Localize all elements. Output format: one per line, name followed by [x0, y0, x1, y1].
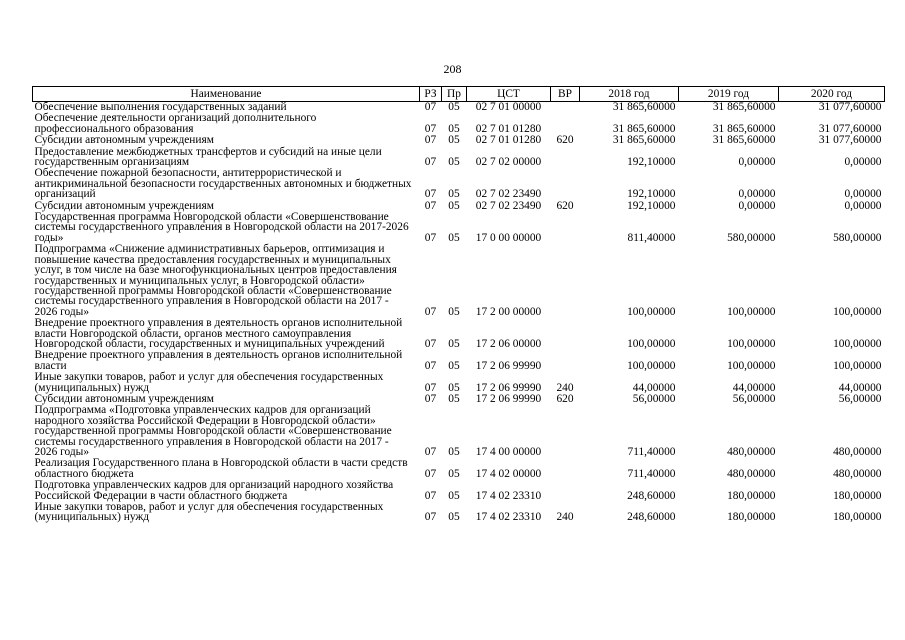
cell-y2019: 0,00000: [738, 188, 776, 201]
header-pr: Пр: [442, 87, 467, 102]
header-cst: ЦСТ: [467, 87, 551, 102]
cell-rz: 07: [424, 188, 437, 201]
cell-pr: 05: [448, 467, 460, 480]
cell-rz: 07: [424, 337, 437, 350]
cell-pr: 05: [448, 359, 460, 372]
cell-cst: 17 4 00 00000: [475, 446, 542, 458]
header-vr: ВР: [551, 87, 580, 102]
cell-pr: 05: [448, 199, 460, 212]
cell-y2019: 580,00000: [727, 231, 776, 244]
cell-y2020: 31 077,60000: [818, 101, 882, 113]
table-row: [33, 318, 885, 350]
cell-name: Предоставление межбюджетных трансфертов и субсидий на иные цели государственным организациям: [34, 145, 382, 169]
cell-pr: 05: [448, 101, 460, 113]
cell-vr: [551, 405, 580, 458]
cell-cst: 17 2 06 00000: [475, 337, 542, 350]
cell-y2019: 100,00000: [727, 359, 776, 372]
cell-cst: 17 2 00 00000: [475, 305, 542, 318]
table-row: [33, 458, 885, 480]
cell-y2020: 100,00000: [833, 305, 882, 318]
cell-y2020: 0,00000: [844, 156, 882, 169]
cell-rz: 07: [424, 305, 437, 318]
header-rz: РЗ: [420, 87, 442, 102]
cell-pr: 05: [448, 511, 460, 524]
cell-y2019: 480,00000: [727, 446, 776, 458]
cell-name: Обеспечение деятельности организаций дополнительного профессионального образования: [34, 112, 317, 135]
cell-y2018: 248,60000: [627, 489, 676, 502]
cell-rz: 07: [424, 134, 437, 147]
cell-vr: 240: [556, 381, 574, 394]
cell-y2019: 100,00000: [727, 337, 776, 350]
cell-cst: 17 2 06 99990: [475, 381, 542, 394]
cell-rz: 07: [424, 359, 437, 372]
cell-y2020: 180,00000: [833, 489, 882, 502]
cell-y2019: 100,00000: [727, 305, 776, 318]
cell-rz: 07: [424, 489, 437, 502]
cell-y2019: 0,00000: [738, 199, 776, 212]
cell-pr: 05: [448, 156, 460, 169]
cell-vr: 620: [556, 392, 574, 405]
cell-pr: 05: [448, 231, 460, 244]
cell-rz: 07: [424, 101, 437, 113]
cell-cst: 02 7 02 23490: [475, 188, 542, 201]
table-row: [33, 113, 885, 135]
cell-pr: 05: [448, 337, 460, 350]
cell-vr: [551, 147, 580, 169]
cell-y2020: 31 077,60000: [818, 134, 882, 147]
header-2020: 2020 год: [779, 87, 885, 102]
cell-vr: [551, 458, 580, 480]
cell-y2019: 0,00000: [738, 156, 776, 169]
cell-pr: 05: [448, 392, 460, 405]
cell-pr: 05: [448, 122, 460, 135]
cell-vr: [551, 318, 580, 350]
table-row: [33, 212, 885, 244]
cell-pr: 05: [448, 305, 460, 318]
cell-y2019: 180,00000: [727, 489, 776, 502]
cell-vr: [551, 350, 580, 372]
cell-name: Субсидии автономным учреждениям: [34, 134, 214, 147]
cell-y2018: 56,00000: [632, 392, 676, 405]
cell-name: Внедрение проектного управления в деятельность органов исполнительной власти: [34, 349, 403, 372]
cell-vr: 620: [556, 134, 574, 147]
cell-y2020: 180,00000: [833, 511, 882, 524]
cell-name: Подпрограмма «Снижение административных барьеров, оптимизация и повышение качества предоставления государственных и муниципальных услуг, в том числе на базе многофункциональных центров предоставления государственных и муниципальных услуг, в Новгородской области» государственной программы Новгородской области «Совершенствование системы государственного управления в Новгородской области на 2017 - 2026 годы»: [34, 243, 397, 318]
cell-y2020: 480,00000: [833, 467, 882, 480]
cell-y2018: 31 865,60000: [612, 134, 676, 147]
cell-name: Внедрение проектного управления в деятельность органов исполнительной власти Новгородской области, органов местного самоуправления Новгородской области, государственных и муниципальных учреждений: [34, 317, 403, 350]
cell-y2019: 31 865,60000: [712, 134, 776, 147]
cell-cst: 17 4 02 23310: [475, 489, 542, 502]
table-row: [33, 405, 885, 458]
cell-vr: [551, 212, 580, 244]
table-row: [33, 350, 885, 372]
cell-vr: 240: [556, 511, 574, 524]
cell-pr: 05: [448, 188, 460, 201]
cell-y2020: 480,00000: [833, 446, 882, 458]
cell-y2018: 31 865,60000: [612, 122, 676, 135]
cell-y2020: 100,00000: [833, 337, 882, 350]
cell-rz: 07: [424, 381, 437, 394]
budget-table: [32, 86, 885, 524]
cell-y2020: 56,00000: [838, 392, 882, 405]
table-row: [33, 480, 885, 502]
header-2019: 2019 год: [679, 87, 779, 102]
cell-rz: 07: [424, 392, 437, 405]
table-row: [33, 244, 885, 318]
cell-y2018: 811,40000: [627, 231, 676, 244]
cell-cst: 02 7 01 01280: [475, 122, 542, 135]
cell-name: Иные закупки товаров, работ и услуг для обеспечения государственных (муниципальных) нужд: [34, 501, 384, 524]
cell-y2018: 44,00000: [632, 381, 676, 394]
cell-y2019: 31 865,60000: [712, 122, 776, 135]
cell-cst: 17 2 06 99990: [475, 392, 542, 405]
header-2018: 2018 год: [580, 87, 679, 102]
cell-rz: 07: [424, 199, 437, 212]
cell-cst: 17 0 00 00000: [475, 231, 542, 244]
cell-y2018: 100,00000: [627, 305, 676, 318]
cell-pr: 05: [448, 134, 460, 147]
cell-vr: [551, 102, 580, 114]
header-name: Наименование: [33, 87, 420, 102]
cell-rz: 07: [424, 467, 437, 480]
table-row: [33, 372, 885, 394]
cell-vr: [551, 244, 580, 318]
cell-name: Субсидии автономным учреждениям: [34, 392, 214, 405]
cell-rz: 07: [424, 122, 437, 135]
cell-name: Иные закупки товаров, работ и услуг для обеспечения государственных (муниципальных) нужд: [34, 371, 384, 394]
cell-y2020: 100,00000: [833, 359, 882, 372]
cell-cst: 02 7 02 00000: [475, 156, 542, 169]
cell-name: Обеспечение пожарной безопасности, антитеррористической и антикриминальной безопасности государственных автономных и бюджетных организаций: [34, 167, 412, 201]
cell-y2018: 100,00000: [627, 359, 676, 372]
cell-vr: [551, 168, 580, 200]
cell-cst: 02 7 01 00000: [475, 101, 542, 113]
cell-vr: [551, 480, 580, 502]
cell-cst: 17 4 02 00000: [475, 467, 542, 480]
cell-y2019: 56,00000: [732, 392, 776, 405]
cell-name: Субсидии автономным учреждениям: [34, 199, 214, 212]
table-row: [33, 135, 885, 146]
cell-name: Подготовка управленческих кадров для организаций народного хозяйства Российской Федерации в части областного бюджета: [34, 479, 394, 502]
cell-y2020: 580,00000: [833, 231, 882, 244]
cell-y2018: 192,10000: [627, 199, 676, 212]
cell-name: Реализация Государственного плана в Новгородской области в части средств областного бюджета: [34, 457, 408, 480]
cell-y2019: 44,00000: [732, 381, 776, 394]
page-number: 208: [443, 62, 462, 76]
cell-y2018: 248,60000: [627, 511, 676, 524]
cell-rz: 07: [424, 446, 437, 458]
cell-y2018: 192,10000: [627, 156, 676, 169]
table-row: [33, 168, 885, 200]
cell-rz: 07: [424, 511, 437, 524]
cell-name: Обеспечение выполнения государственных заданий: [34, 101, 287, 113]
cell-cst: 17 4 02 23310: [475, 511, 542, 524]
table-row: [33, 502, 885, 524]
cell-pr: 05: [448, 446, 460, 458]
cell-vr: [551, 113, 580, 135]
cell-cst: 02 7 02 23490: [475, 199, 542, 212]
cell-name: Подпрограмма «Подготовка управленческих кадров для организаций народного хозяйства Российской Федерации в Новгородской области» государственной программы Новгородской области «Совершенствование системы государственного управления в Новгородской области на 2017 - 2026 годы»: [34, 404, 392, 458]
cell-name: Государственная программа Новгородской области «Совершенствование системы государственного управления в Новгородской области на 2017-2026 годы»: [34, 211, 409, 244]
cell-cst: 17 2 06 99990: [475, 359, 542, 372]
cell-pr: 05: [448, 489, 460, 502]
cell-y2019: 31 865,60000: [712, 101, 776, 113]
cell-y2020: 0,00000: [844, 188, 882, 201]
cell-y2018: 100,00000: [627, 337, 676, 350]
table-body: [33, 102, 885, 524]
cell-vr: 620: [556, 199, 574, 212]
cell-y2020: 31 077,60000: [818, 122, 882, 135]
cell-y2018: 711,40000: [627, 467, 676, 480]
cell-y2018: 711,40000: [627, 446, 676, 458]
cell-y2018: 192,10000: [627, 188, 676, 201]
cell-rz: 07: [424, 156, 437, 169]
cell-y2020: 0,00000: [844, 199, 882, 212]
cell-y2019: 480,00000: [727, 467, 776, 480]
cell-y2019: 180,00000: [727, 511, 776, 524]
table-row: [33, 147, 885, 169]
cell-pr: 05: [448, 381, 460, 394]
cell-rz: 07: [424, 231, 437, 244]
table-header-row: [33, 87, 885, 102]
cell-y2020: 44,00000: [838, 381, 882, 394]
cell-y2018: 31 865,60000: [612, 101, 676, 113]
cell-cst: 02 7 01 01280: [475, 134, 542, 147]
